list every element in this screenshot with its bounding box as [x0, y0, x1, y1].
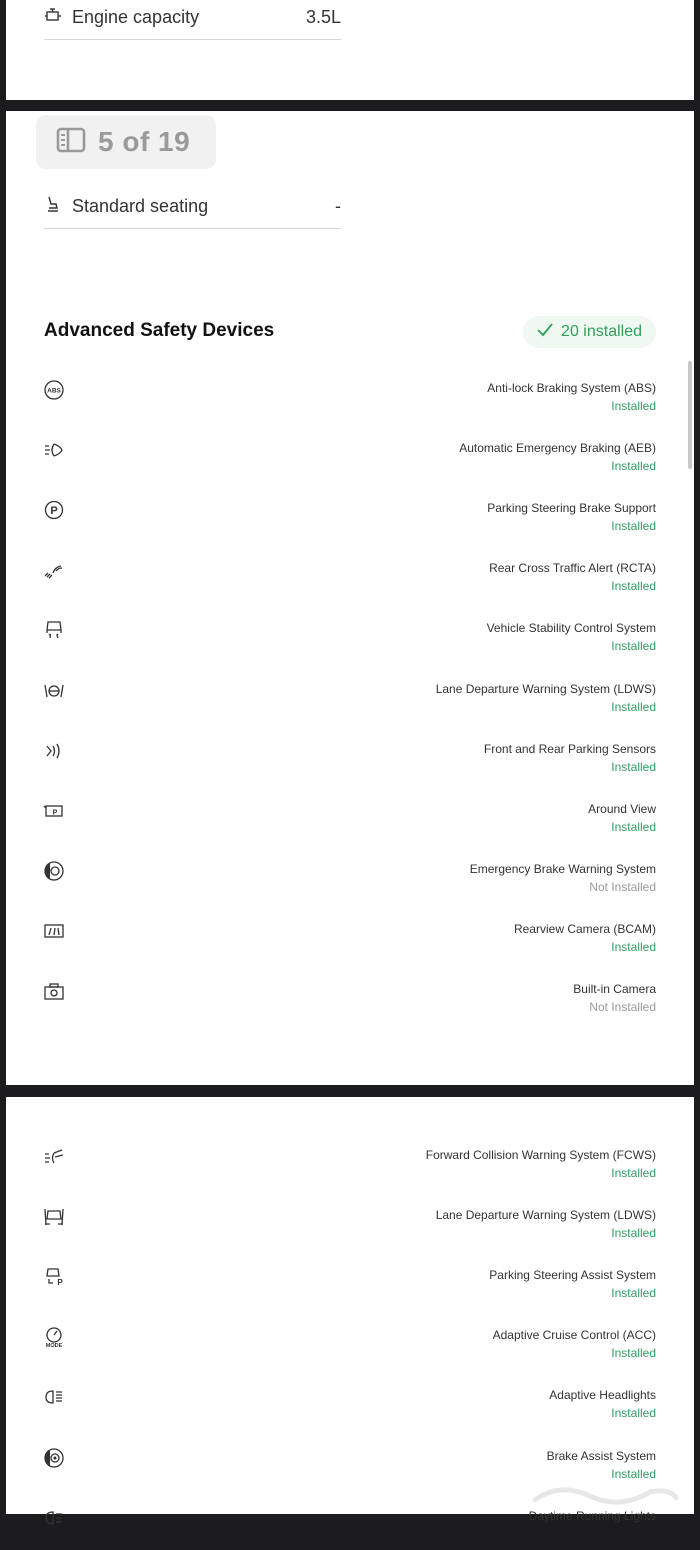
feature-row: [42, 618, 656, 662]
cruise-control-icon: [42, 1325, 66, 1349]
parking-sensor-icon: [42, 739, 66, 763]
fcws-icon: [42, 1145, 66, 1169]
feature-name: Lane Departure Warning System (LDWS): [435, 681, 656, 696]
feature-name: Built-in Camera: [573, 982, 656, 996]
feature-status: Installed: [611, 1406, 656, 1421]
feature-status: Installed: [611, 699, 656, 714]
safety-section-title: Advanced Safety Devices: [44, 320, 275, 341]
engine-label: Engine capacity: [72, 7, 200, 27]
feature-status: Installed: [611, 399, 656, 413]
lane-car-icon: [42, 1205, 66, 1229]
stability-icon: [42, 618, 66, 642]
parking-p-icon: [42, 498, 66, 522]
feature-status: Installed: [611, 1466, 656, 1481]
brake-assist-icon: [42, 1446, 66, 1470]
feature-row: [42, 979, 656, 1023]
feature-status: Installed: [611, 519, 656, 534]
installed-count-badge: [523, 316, 656, 348]
feature-name: Adaptive Cruise Control (ACC): [492, 1328, 656, 1343]
daytime-light-icon: [42, 1506, 66, 1530]
spec-row-seating: [44, 185, 341, 229]
feature-name: Automatic Emergency Braking (AEB): [459, 441, 656, 456]
seating-value: -: [335, 196, 341, 216]
check-icon: [537, 323, 553, 342]
feature-name: Parking Steering Brake Support: [487, 501, 656, 516]
specs-panel-top: [6, 0, 694, 100]
feature-row: [42, 799, 656, 843]
feature-name: Rear Cross Traffic Alert (RCTA): [489, 561, 656, 576]
around-view-icon: [42, 799, 66, 823]
feature-status: Installed: [611, 1166, 656, 1180]
installed-count-text: 20 installed: [561, 323, 642, 340]
svg-text:P: P: [57, 1278, 63, 1288]
rearview-camera-icon: [42, 919, 66, 943]
lane-departure-icon: [42, 679, 66, 703]
feature-name: Forward Collision Warning System (FCWS): [425, 1148, 656, 1162]
feature-name: Lane Departure Warning System (LDWS): [435, 1208, 656, 1223]
seat-icon: [44, 195, 62, 218]
parking-assist-icon: [42, 1265, 66, 1289]
feature-row: [42, 1385, 656, 1429]
engine-value: 3.5L: [305, 7, 341, 27]
rcta-icon: [42, 558, 66, 582]
camera-icon: [42, 979, 66, 1003]
feature-row: [42, 1145, 656, 1189]
spec-row-engine: [44, 0, 341, 40]
feature-status: Installed: [611, 579, 656, 594]
feature-row: [42, 558, 656, 602]
feature-status: Installed: [611, 759, 656, 774]
feature-status: Installed: [611, 1346, 656, 1361]
feature-name: Front and Rear Parking Sensors: [483, 741, 656, 756]
feature-status: Not Installed: [589, 879, 656, 894]
pager-text: 5 of 19: [98, 126, 191, 157]
feature-name: Daytime Running Lights: [528, 1508, 656, 1523]
feature-status: Not Installed: [589, 1000, 656, 1014]
feature-name: Adaptive Headlights: [549, 1388, 656, 1403]
feature-row: [42, 498, 656, 542]
abs-icon: [42, 378, 66, 402]
feature-name: Around View: [588, 801, 656, 816]
svg-text:ABS: ABS: [47, 387, 61, 395]
feature-row: [42, 1506, 656, 1550]
headlight-icon: [42, 1385, 66, 1409]
feature-status: Installed: [611, 939, 656, 954]
pager-badge[interactable]: [36, 115, 216, 169]
scrollbar[interactable]: [688, 361, 692, 469]
feature-status: Installed: [611, 1226, 656, 1241]
engine-icon: [44, 7, 62, 28]
feature-row: [42, 1205, 656, 1249]
specs-panel-bottom: [6, 1097, 694, 1523]
feature-name: Anti-lock Braking System (ABS): [487, 381, 656, 395]
feature-row: [42, 679, 656, 723]
svg-text:MODE: MODE: [45, 1343, 63, 1350]
feature-row: [42, 739, 656, 783]
svg-text:P: P: [50, 505, 58, 518]
pages-icon: [56, 127, 86, 158]
feature-row: [42, 859, 656, 903]
feature-name: Parking Steering Assist System: [489, 1268, 656, 1283]
watermark-logo: [530, 1478, 680, 1508]
feature-status: Installed: [611, 1286, 656, 1301]
feature-row: [42, 438, 656, 482]
feature-status: Installed: [611, 459, 656, 474]
feature-name: Emergency Brake Warning System: [469, 861, 656, 876]
feature-name: Brake Assist System: [546, 1448, 656, 1463]
feature-row: [42, 1265, 656, 1309]
feature-row: [42, 378, 656, 422]
feature-status: Installed: [611, 639, 656, 654]
specs-panel-main: [6, 111, 694, 1085]
feature-row: [42, 919, 656, 963]
aeb-icon: [42, 438, 66, 462]
feature-row: [42, 1325, 656, 1369]
feature-name: Vehicle Stability Control System: [486, 621, 656, 636]
feature-name: Rearview Camera (BCAM): [513, 921, 656, 936]
svg-text:P: P: [52, 809, 58, 817]
seating-label: Standard seating: [72, 196, 209, 216]
brake-warning-icon: [42, 859, 66, 883]
feature-status: Installed: [611, 819, 656, 834]
